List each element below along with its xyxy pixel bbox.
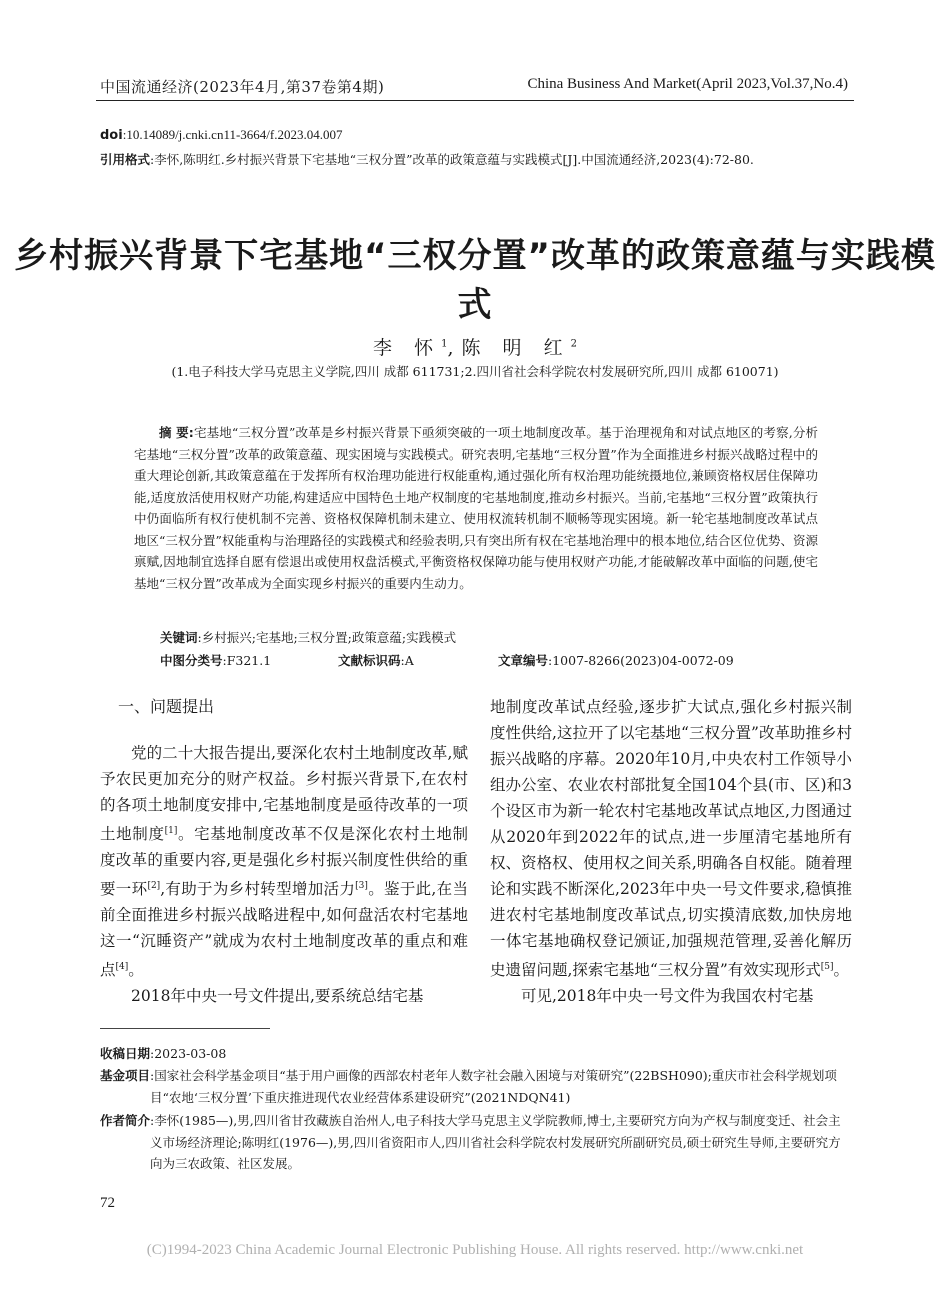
right-column xyxy=(490,694,852,1009)
author-line xyxy=(0,333,950,360)
text-run: ,有助于为乡村转型增加活力 xyxy=(160,880,356,899)
citation-ref: [2] xyxy=(147,881,161,892)
text-run: 。 xyxy=(128,961,144,980)
text-run: 党的二十大报告提出,要深化农村土地制度改革,赋予农民更加充分的财产权益。乡村振兴背景下,在农村的各项土地制度安排中,宅基地制度是亟待改革的一项土地制度 xyxy=(100,744,468,844)
article-value: :1007-8266(2023)04-0072-09 xyxy=(548,653,734,668)
fund-value: :国家社会科学基金项目“基于用户画像的西部农村老年人数字社会融入困境与对策研究”(22BSH090);重庆市社会科学规划项目“农地‘三权分置’下重庆推进现代农业经营体系建设研究”(2021NDQN41) xyxy=(150,1068,837,1105)
received-value: :2023-03-08 xyxy=(150,1046,227,1061)
clc-code xyxy=(160,651,338,669)
body-paragraph: 2018年中央一号文件提出,要系统总结宅基 xyxy=(131,987,424,1006)
journal-header-en: China Business And Market(April 2023,Vol.37,No.4) xyxy=(527,76,848,92)
citation-ref: [1] xyxy=(164,826,178,836)
citation-line xyxy=(100,150,754,168)
abstract-text: 宅基地“三权分置”改革是乡村振兴背景下亟须突破的一项土地制度改革。基于治理视角和对试点地区的考察,分析宅基地“三权分置”改革的政策意蕴、现实困境与实践模式。研究表明,宅基地“三权分置”作为全面推进乡村振兴战略过程中的重大理论创新,其政策意蕴在于发挥所有权治理功能进行权能重构,通过强化所有权治理功能统摄地位,兼顾资格权居住保障功能,适度放活使用权财产功能,构建适应中国特色土地产权制度的宅基地制度,推动乡村振兴。当前,宅基地“三权分置”政策执行中仍面临所有权行使机制不完善、资格权保障机制未建立、使用权流转机制不顺畅等现实困境。新一轮宅基地制度改革试点地区“三权分置”权能重构与治理路径的实践模式和经验表明,只有突出所有权在宅基地治理中的根本地位,结合区位优势、资源禀赋,因地制宜选择自愿有偿退出或使用权盘活模式,平衡资格权保障功能与使用权财产功能,才能破解改革中面临的问题,使宅基地“三权分置”改革成为全面实现乡村振兴的重要内生动力。 xyxy=(134,425,818,591)
text-run: 。 xyxy=(833,961,850,980)
page-number: 72 xyxy=(100,1195,115,1211)
author-2: 陈 明 红 xyxy=(461,337,571,359)
keywords-label: 关键词 xyxy=(160,630,198,645)
footnote-rule xyxy=(100,1028,270,1029)
citation-ref: [5] xyxy=(820,962,834,972)
author-1: 李 怀 xyxy=(373,337,442,359)
doc-code xyxy=(338,651,498,669)
journal-header-cn: 中国流通经济(2023年4月,第37卷第4期) xyxy=(100,78,385,96)
author-2-affil: 2 xyxy=(570,338,577,350)
doi-value: :10.14089/j.cnki.cn11-3664/f.2023.04.007 xyxy=(122,127,343,142)
article-number xyxy=(498,651,734,669)
body-paragraph: 可见,2018年中央一号文件为我国农村宅基 xyxy=(521,987,814,1006)
citation-ref: [3] xyxy=(355,881,368,892)
text-run: 。鉴于此,在当前全面推进乡村振兴战略进程中,如何盘活农村宅基地这一“沉睡资产”就成为农村土地制度改革的重点和难点 xyxy=(100,880,468,980)
text-run: 。宅基地制度改革不仅是深化农村土地制度改革的重要内容,更是强化乡村振兴制度性供给的重要一环 xyxy=(100,825,468,899)
keywords xyxy=(160,628,456,646)
body-paragraph xyxy=(490,694,852,983)
author-separator: , xyxy=(447,337,462,359)
doc-label: 文献标识码 xyxy=(338,653,401,668)
clc-value: :F321.1 xyxy=(222,653,272,668)
affiliation: (1.电子科技大学马克思主义学院,四川 成都 611731;2.四川省社会科学院农村发展研究所,四川 成都 610071) xyxy=(171,364,779,379)
abstract-label: 摘 要: xyxy=(159,425,194,440)
clc-label: 中图分类号 xyxy=(160,653,223,668)
doi-line xyxy=(100,127,342,143)
section-heading: 一、问题提出 xyxy=(118,697,215,716)
abstract xyxy=(134,422,818,594)
received-label: 收稿日期 xyxy=(100,1046,151,1061)
left-column xyxy=(100,694,468,1009)
citation-label: 引用格式 xyxy=(100,152,151,167)
citation-text: :李怀,陈明红.乡村振兴背景下宅基地“三权分置”改革的政策意蕴与实践模式[J].中国流通经济,2023(4):72-80. xyxy=(150,152,754,167)
text-run: 地制度改革试点经验,逐步扩大试点,强化乡村振兴制度性供给,这拉开了以宅基地“三权分置”改革助推乡村振兴战略的序幕。2020年10月,中央农村工作领导小组办公室、农业农村部批复全国104个县(市、区)和3个设区市为新一轮农村宅基地改革试点地区,力图通过从2020年到2022年的试点,进一步厘清宅基地所有权、资格权、使用权之间关系,明确各自权能。随着理论和实践不断深化,2023年中央一号文件要求,稳慎推进农村宅基地制度改革试点,切实摸清底数,加快房地一体宅基地确权登记颁证,加强规范管理,妥善化解历史遗留问题,探索宅基地“三权分置”有效实现形式 xyxy=(490,698,852,980)
classification-line xyxy=(160,651,734,669)
body-paragraph xyxy=(100,740,468,983)
author-bio-value: :李怀(1985—),男,四川省甘孜藏族自治州人,电子科技大学马克思主义学院教师,博士,主要研究方向为产权与制度变迁、社会主义市场经济理论;陈明红(1976—),男,四川省资阳市人,四川省社会科学院农村发展研究所副研究员,硕士研究生导师,主要研究方向为三农政策、社区发展。 xyxy=(150,1113,841,1171)
article-label: 文章编号 xyxy=(498,653,549,668)
header-rule xyxy=(96,100,854,101)
fund-info xyxy=(100,1065,852,1108)
citation-ref: [4] xyxy=(115,962,129,973)
paper-title: 乡村振兴背景下宅基地“三权分置”改革的政策意蕴与实践模式 xyxy=(14,236,936,325)
author-1-affil: 1 xyxy=(441,338,448,350)
received-date xyxy=(100,1043,852,1065)
author-bio xyxy=(100,1110,852,1175)
author-bio-label: 作者简介 xyxy=(100,1113,151,1128)
keywords-text: :乡村振兴;宅基地;三权分置;政策意蕴;实践模式 xyxy=(197,630,457,645)
doi-label: doi xyxy=(100,128,123,143)
fund-label: 基金项目 xyxy=(100,1068,151,1083)
copyright-watermark: (C)1994-2023 China Academic Journal Electronic Publishing House. All rights reserved. http://www.cnki.net xyxy=(146,1242,804,1258)
doc-value: :A xyxy=(400,653,414,668)
